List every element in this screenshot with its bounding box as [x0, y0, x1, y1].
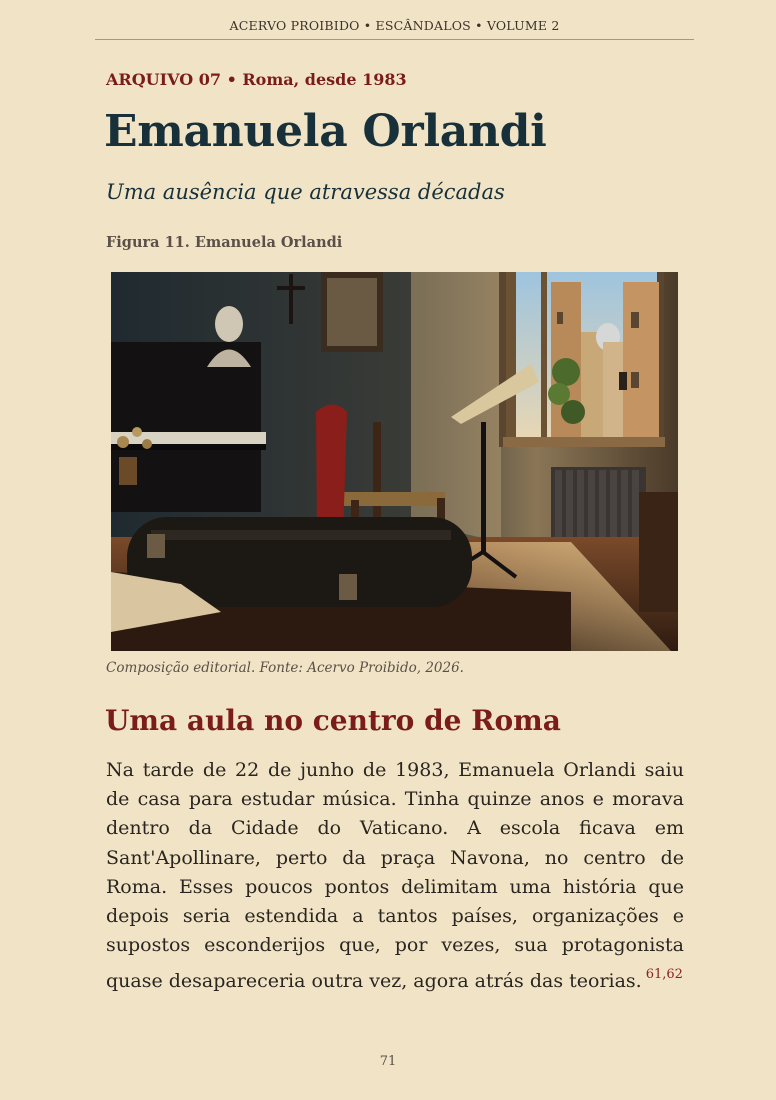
page-number: 71: [379, 1054, 397, 1069]
paragraph-text: Na tarde de 22 de junho de 1983, Emanuela Orlandi saiu de casa para estudar música. Tinha quinze anos e morava dentro da Cidade do Vaticano. A escola ficava em Sant'Apollinare, perto da praça Navona, no centro de Roma. Esses poucos pontos delimitam uma história que depois seria estendida a tantos países, organizações e supostos esconderijos que, por vezes, sua protagonista quase desapareceria outra vez, agora atrás das teorias.: [106, 759, 684, 993]
article-title: Emanuela Orlandi: [104, 106, 547, 157]
footnote-reference[interactable]: 61,62: [645, 967, 683, 983]
figure-caption: Composição editorial. Fonte: Acervo Proibido, 2026.: [106, 660, 464, 676]
running-head: ACERVO PROIBIDO • ESCÂNDALOS • VOLUME 2: [95, 18, 694, 40]
figure-label: Figura 11. Emanuela Orlandi: [106, 234, 343, 251]
article-kicker: ARQUIVO 07 • Roma, desde 1983: [106, 70, 407, 89]
section-heading: Uma aula no centro de Roma: [105, 704, 561, 737]
body-paragraph: [106, 756, 684, 997]
music-room-illustration: [111, 272, 678, 651]
figure-illustration: [111, 272, 678, 651]
article-subtitle: Uma ausência que atravessa décadas: [106, 180, 505, 204]
